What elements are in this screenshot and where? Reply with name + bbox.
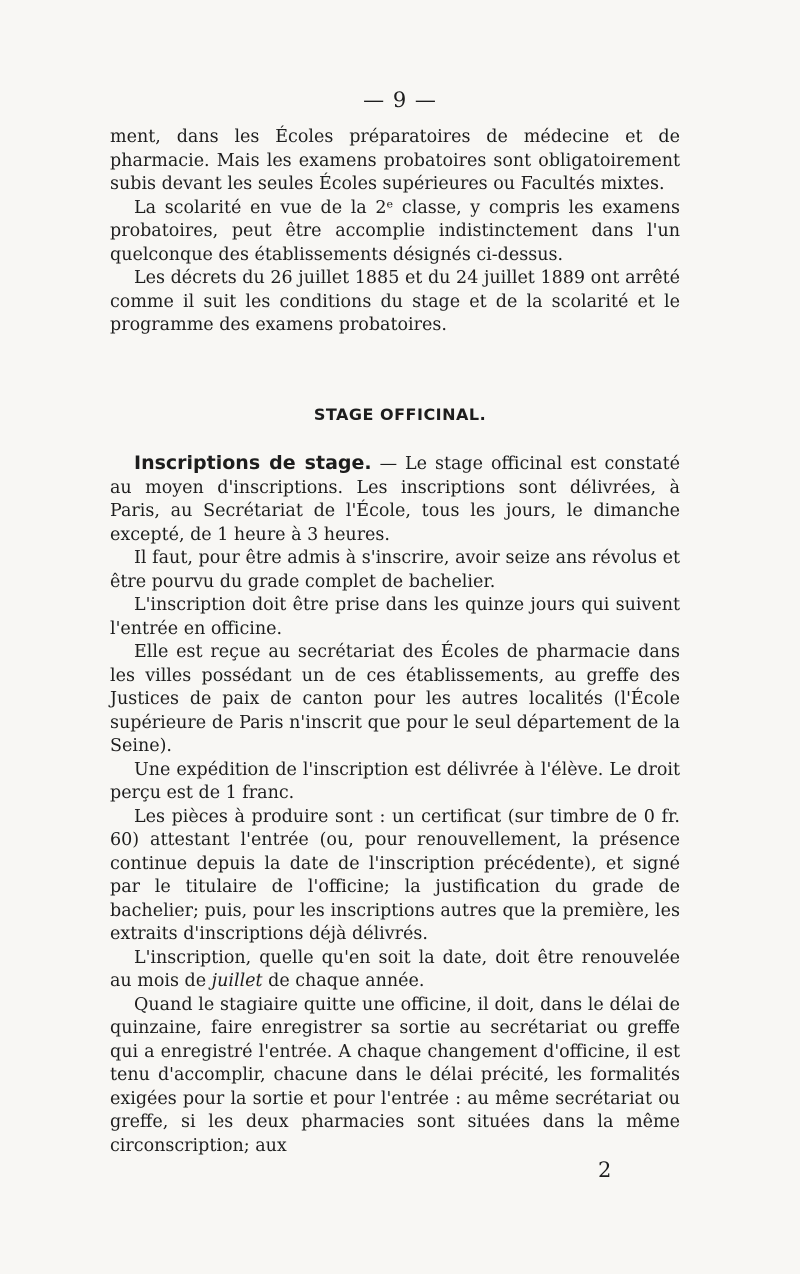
- paragraph: Quand le stagiaire quitte une officine, il doit, dans le délai de quinzaine, faire enregistrer sa sortie au secrétariat ou greffe qui a enregistré l'entrée. A chaque changement d'officine, il est tenu d'accomplir, chacune dans le délai précité, les formalités exigées pour la sortie et pour l'entrée : au même secrétariat ou greffe, si les deux pharmacies sont situées dans la même circonscription; aux: [110, 994, 680, 1156]
- signature-mark: 2: [598, 1158, 612, 1182]
- paragraph: ment, dans les Écoles préparatoires de médecine et de pharmacie. Mais les examens probatoires sont obligatoirement subis devant les seules Écoles supérieures ou Facultés mixtes.: [110, 127, 680, 194]
- paragraph: [110, 452, 680, 547]
- paragraph: Une expédition de l'inscription est délivrée à l'élève. Le droit perçu est de 1 franc.: [110, 759, 680, 803]
- paragraph: Elle est reçue au secrétariat des Écoles de pharmacie dans les villes possédant un de ces établissements, au greffe des Justices de paix de canton pour les autres localités (l'École supérieure de Paris n'inscrit que pour le seul département de la Seine).: [110, 642, 680, 756]
- body-text-block: [110, 452, 680, 1158]
- page-number: — 9 —: [363, 88, 437, 112]
- paragraph: Les pièces à produire sont : un certificat (sur timbre de 0 fr. 60) attestant l'entrée (ou, pour renouvellement, la présence continue depuis la date de l'inscription précédente), et signé par le titulaire de l'officine; la justification du grade de bachelier; puis, pour les inscriptions autres que la première, les extraits d'inscriptions déjà délivrés.: [110, 806, 680, 944]
- paragraph: [110, 947, 680, 994]
- paragraph: Il faut, pour être admis à s'inscrire, avoir seize ans révolus et être pourvu du grade complet de bachelier.: [110, 548, 680, 592]
- paragraph: La scolarité en vue de la 2ᵉ classe, y compris les examens probatoires, peut être accomplie indistinctement dans l'un quelconque des établissements désignés ci-dessus.: [110, 197, 680, 265]
- paragraph: Les décrets du 26 juillet 1885 et du 24 juillet 1889 ont arrêté comme il suit les conditions du stage et de la scolarité et le programme des examens probatoires.: [110, 268, 680, 335]
- section-title: STAGE OFFICINAL.: [313, 405, 487, 424]
- paragraph-text: L'inscription, quelle qu'en soit la date, doit être renouvelée au mois de: [110, 947, 680, 991]
- italic-text: juillet: [211, 971, 263, 991]
- paragraph: L'inscription doit être prise dans les quinze jours qui suivent l'entrée en officine.: [110, 595, 680, 639]
- paragraph-text: de chaque année.: [262, 971, 425, 991]
- top-text-block: [110, 126, 680, 338]
- subheading: Inscriptions de stage.: [134, 452, 372, 474]
- paragraph-text: — Le stage officinal est constaté au moyen d'inscriptions. Les inscriptions sont délivrées, à Paris, au Secrétariat de l'École, tous les jours, le dimanche excepté, de 1 heure à 3 heures.: [110, 454, 680, 545]
